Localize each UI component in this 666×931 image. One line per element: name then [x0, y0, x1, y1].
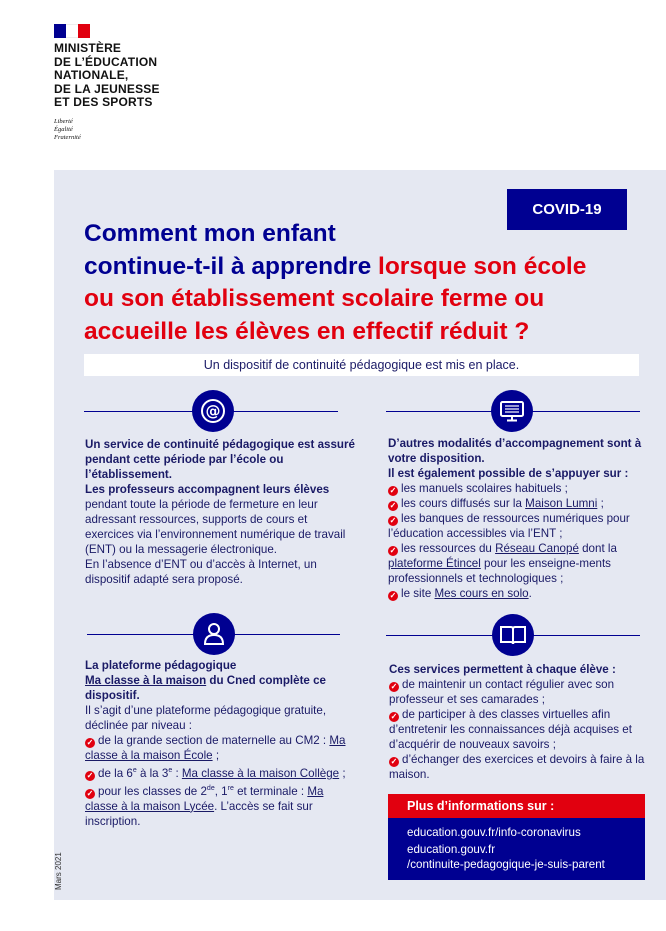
- list-item: ✓ de la grande section de maternelle au CM2 : Ma classe à la maison École ;: [85, 734, 346, 762]
- ministry-name-line: NATIONALE,: [54, 68, 129, 82]
- ministry-logo: [54, 24, 254, 142]
- publication-date: Mars 2021: [54, 852, 63, 890]
- continuite-pedagogique-link[interactable]: education.gouv.fr /continuite-pedagogique-je-suis-parent: [407, 843, 605, 871]
- subtitle-banner: Un dispositif de continuité pédagogique est mis en place.: [84, 354, 639, 376]
- ma-classe-ecole-link[interactable]: Ma classe à la maison École: [85, 734, 346, 762]
- monitor-icon: [491, 390, 533, 432]
- ministry-name-line: ET DES SPORTS: [54, 95, 153, 109]
- list-item: ✓ le site Mes cours en solo.: [389, 587, 532, 600]
- check-icon: ✓: [390, 682, 398, 691]
- book-icon: [492, 614, 534, 656]
- section-other-resources: D’autres modalités d’accompagnement sont à votre disposition. Il est également possible de s’appuyer sur : ✓ les manuels scolaires habituels ; ✓ les cours diffusés sur la Maison Lumni ; ✓ les banques de ressources numériques pour l’éducation accessibles via l’ENT ; ✓ les ressources du Réseau Canopé dont la plateforme Étincel pour les enseigne-ments professionnels et technologiques ; ✓ le site Mes cours en solo.: [388, 436, 650, 601]
- at-icon: [192, 390, 234, 432]
- list-item: ✓ de participer à des classes virtuelles afin d’entretenir les connaissances déjà acquises et d’acquérir de nouveaux savoirs ;: [389, 708, 632, 751]
- list-item: ✓ de la 6e à la 3e : Ma classe à la maison Collège ;: [86, 766, 346, 780]
- check-icon: ✓: [390, 712, 398, 721]
- french-flag-icon: [54, 24, 90, 38]
- check-icon: ✓: [389, 501, 397, 510]
- section-cned-platform: La plateforme pédagogique Ma classe à la maison du Cned complète ce dispositif. Il s’agit d’une plateforme pédagogique gratuite, déclinée par niveau : ✓ de la grande section de maternelle au CM2 : Ma classe à la maison École ; ✓ de la 6e à la 3e : Ma classe à la maison Collège ; ✓ pour les classes de 2de, 1re et terminale : Ma classe à la maison Lycée. L’accès se fait sur inscription.: [85, 658, 350, 829]
- person-icon: [193, 613, 235, 655]
- check-icon: ✓: [389, 546, 397, 555]
- ma-classe-lycee-link[interactable]: Ma classe à la maison Lycée: [85, 784, 324, 813]
- check-icon: ✓: [389, 591, 397, 600]
- republic-motto: Liberté Égalité Fraternité: [54, 117, 81, 141]
- page-title: Comment mon enfant continue-t-il à apprendre lorsque son école ou son établissement scolaire ferme ou accueille les élèves en effectif réduit ?: [84, 220, 587, 345]
- plateforme-etincel-link[interactable]: plateforme Étincel: [388, 557, 481, 570]
- check-icon: ✓: [390, 757, 398, 766]
- maison-lumni-link[interactable]: Maison Lumni: [525, 497, 598, 510]
- list-item: ✓ les banques de ressources numériques pour l’éducation accessibles via l’ENT ;: [388, 512, 630, 540]
- reseau-canope-link[interactable]: Réseau Canopé: [495, 542, 579, 555]
- svg-text:@: @: [205, 402, 221, 420]
- list-item: ✓ d’échanger des exercices et devoirs à faire à la maison.: [389, 753, 645, 781]
- list-item: ✓ pour les classes de 2de, 1re et terminale : Ma classe à la maison Lycée. L’accès se fait sur inscription.: [85, 784, 324, 828]
- list-item: ✓ les cours diffusés sur la Maison Lumni ;: [389, 497, 604, 510]
- section-continuity-service: Un service de continuité pédagogique est assuré pendant cette période par l’école ou l’établissement. Les professeurs accompagnent leurs élèves pendant toute la période de fermeture en leur adressant ressources, supports de cours et exercices via l’environnement numérique de travail (ENT) ou la messagerie électronique. En l’absence d’ENT ou d’accès à Internet, un dispositif adapté sera proposé.: [85, 438, 355, 586]
- list-item: ✓ les ressources du Réseau Canopé dont la plateforme Étincel pour les enseigne-ments professionnels et technologiques ;: [388, 542, 617, 585]
- section-student-benefits: Ces services permettent à chaque élève : ✓ de maintenir un contact régulier avec son professeur et ses camarades ; ✓ de participer à des classes virtuelles afin d’entretenir les connaissances déjà acquises et d’acquérir de nouveaux savoirs ; ✓ d’échanger des exercices et devoirs à faire à la maison.: [389, 662, 651, 782]
- check-icon: ✓: [86, 738, 94, 747]
- ma-classe-college-link[interactable]: Ma classe à la maison Collège: [181, 766, 340, 780]
- info-coronavirus-link[interactable]: education.gouv.fr/info-coronavirus: [407, 826, 581, 839]
- mes-cours-en-solo-link[interactable]: Mes cours en solo: [434, 587, 529, 600]
- covid-badge: COVID-19: [507, 189, 627, 230]
- list-item: ✓ de maintenir un contact régulier avec son professeur et ses camarades ;: [389, 678, 615, 706]
- list-item: ✓ les manuels scolaires habituels ;: [389, 482, 568, 495]
- check-icon: ✓: [86, 788, 94, 798]
- check-icon: ✓: [389, 516, 397, 525]
- ministry-name-line: DE LA JEUNESSE: [54, 81, 160, 96]
- check-icon: ✓: [86, 770, 94, 780]
- check-icon: ✓: [389, 486, 397, 495]
- ministry-name-line: MINISTÈRE: [54, 41, 122, 55]
- more-info-heading: Plus d’informations sur :: [388, 794, 645, 818]
- ma-classe-a-la-maison-link[interactable]: Ma classe à la maison: [85, 674, 207, 687]
- ministry-name-line: DE L’ÉDUCATION: [54, 54, 158, 69]
